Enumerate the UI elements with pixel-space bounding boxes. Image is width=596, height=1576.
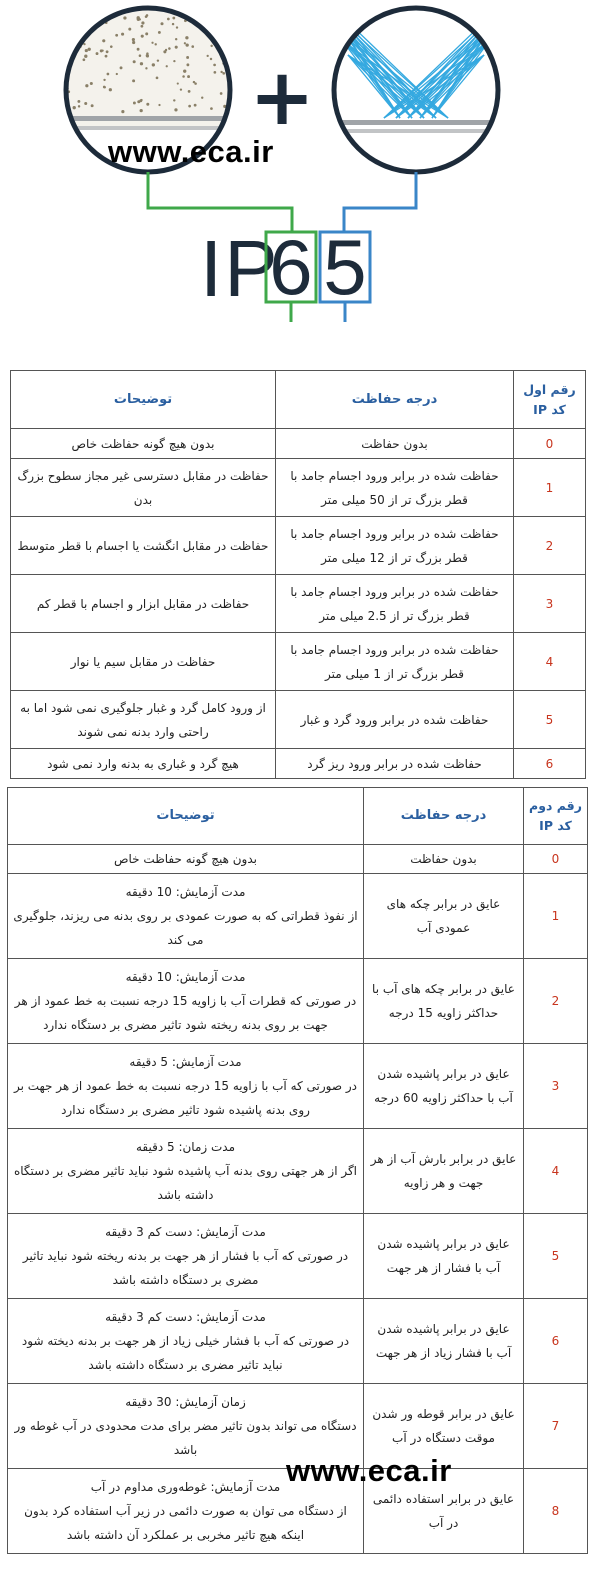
row-description [8, 959, 364, 1044]
dust-particle [155, 43, 157, 45]
row-description [8, 1044, 364, 1129]
header-description: توضیحات [11, 371, 276, 429]
dust-particle [78, 105, 80, 107]
header-digit: رقم دوم کد IP [524, 788, 588, 845]
row-duration: مدت آزمایش: دست کم 3 دقیقه [105, 1310, 266, 1324]
dust-particle [183, 70, 186, 73]
row-description-text: دستگاه می تواند بدون تاثیر مضر برای مدت محدودی در آب غوطه ور باشد [14, 1419, 357, 1457]
dust-particle [221, 42, 224, 45]
row-description [8, 874, 364, 959]
dust-particle [110, 45, 113, 48]
dust-particle [172, 23, 174, 25]
dust-particle [141, 21, 144, 24]
row-description: حفاظت در مقابل انگشت یا اجسام با قطر متوسط [11, 517, 276, 575]
row-description-text: بدون هیچ گونه حفاظت خاص [114, 852, 257, 866]
dust-particle [146, 55, 149, 58]
dust-particle [140, 25, 143, 28]
row-degree: حفاظت شده در برابر ورود اجسام جامد با قطر بزرگ تر از 1 میلی متر [276, 633, 514, 691]
dust-particle [186, 43, 189, 46]
row-digit: 2 [524, 959, 588, 1044]
dust-particle [167, 18, 170, 21]
dust-particle [160, 22, 163, 25]
dust-particle [69, 42, 72, 45]
dust-particle [207, 55, 209, 57]
row-degree: عایق در برابر پاشیده شدن آب با فشار زیاد از هر جهت [364, 1299, 524, 1384]
plus-sign: + [249, 53, 315, 143]
dust-particle [213, 64, 216, 67]
ip65-illustration [0, 0, 596, 340]
dust-particle [92, 9, 95, 12]
row-degree: عایق در برابر استفاده دائمی در آب [364, 1469, 524, 1554]
dust-particle [172, 17, 175, 20]
dust-particle [137, 48, 140, 51]
dust-particle [175, 46, 178, 49]
dust-particle [158, 31, 161, 34]
dust-particle [101, 49, 103, 51]
dust-particle [73, 106, 76, 109]
table-row [11, 691, 586, 749]
dust-particle [186, 63, 189, 66]
dust-particle [210, 58, 212, 60]
dust-particle [78, 11, 81, 14]
row-duration: مدت آزمایش: 10 دقیقه [125, 970, 246, 984]
dust-particle [85, 49, 88, 52]
dust-particle [132, 41, 135, 44]
row-digit: 5 [514, 691, 586, 749]
table-header-row [8, 788, 588, 845]
dust-particle [91, 104, 94, 107]
row-digit: 3 [514, 575, 586, 633]
row-digit: 4 [514, 633, 586, 691]
dust-particle [212, 20, 215, 23]
dust-particle [210, 45, 212, 47]
dust-particle [87, 26, 89, 28]
row-degree: حفاظت شده در برابر ورود اجسام جامد با قطر بزرگ تر از 50 میلی متر [276, 459, 514, 517]
row-description [8, 1299, 364, 1384]
row-description-text: در صورتی که آب با فشار خیلی زیاد از هر جهت بر بدنه دیخته شود نباید تاثیر مضری بر دستگاه داشته باشد [21, 1334, 350, 1372]
dust-particle [145, 32, 148, 35]
row-degree: عایق در برابر پاشیده شدن آب با حداکثر زاویه 60 درجه [364, 1044, 524, 1129]
dust-particle [175, 38, 177, 40]
dust-particle [128, 28, 131, 31]
dust-particle [102, 39, 105, 42]
dust-particle [158, 104, 160, 106]
row-digit: 5 [524, 1214, 588, 1299]
row-digit: 6 [514, 749, 586, 779]
ip-label: IP [200, 224, 280, 313]
watermark-top: www.eca.ir [108, 134, 274, 169]
dust-particle [132, 79, 135, 82]
row-digit: 7 [524, 1384, 588, 1469]
row-digit: 3 [524, 1044, 588, 1129]
row-degree: عایق در برابر بارش آب از هر جهت و هر زاویه [364, 1129, 524, 1214]
dust-particle [65, 59, 68, 62]
dust-particle [176, 26, 178, 28]
dust-particle [184, 42, 186, 44]
dust-particle [222, 72, 225, 75]
dust-particle [140, 109, 143, 112]
row-description [8, 1129, 364, 1214]
row-digit: 8 [524, 1469, 588, 1554]
row-description-text: از نفوذ قطراتی که به صورت عمودی بر روی بدنه می ریزند، جلوگیری می کند [13, 909, 358, 947]
table-row [11, 517, 586, 575]
row-duration: مدت آزمایش: 10 دقیقه [125, 885, 246, 899]
row-digit: 0 [524, 845, 588, 874]
row-degree: عایق در برابر چکه های عمودی آب [364, 874, 524, 959]
dust-particle [111, 9, 114, 12]
dust-particle [133, 60, 136, 63]
dust-particle [226, 55, 228, 57]
row-duration: مدت آزمایش: غوطه‌وری مداوم در آب [90, 1480, 281, 1494]
dust-particle [185, 36, 188, 39]
dust-particle [187, 75, 190, 78]
ip-digit2: 5 [323, 223, 367, 311]
row-description-text: در صورتی که آب با فشار از هر جهت بر بدنه ریخته شود نباید تاثیر مضری بر دستگاه داشته باشد [22, 1249, 349, 1287]
dust-particle [106, 50, 109, 53]
row-digit: 6 [524, 1299, 588, 1384]
table-row [11, 459, 586, 517]
row-duration: مدت آزمایش: دست کم 3 دقیقه [105, 1225, 266, 1239]
dust-particle [165, 49, 167, 51]
dust-particle [109, 88, 112, 91]
dust-particle [88, 48, 91, 51]
dust-particle [123, 16, 126, 19]
row-degree: حفاظت شده در برابر ورود گرد و غبار [276, 691, 514, 749]
table-row [8, 1129, 588, 1214]
dust-particle [151, 42, 153, 44]
dust-particle [156, 77, 159, 80]
dust-particle [116, 73, 118, 75]
first-digit-table [10, 370, 586, 779]
dust-particle [168, 47, 171, 50]
dust-particle [85, 84, 88, 87]
dust-particle [84, 102, 87, 105]
row-degree: حفاظت شده در برابر ورود ریز گرد [276, 749, 514, 779]
table-row [8, 1214, 588, 1299]
row-degree: عایق در برابر قوطه ور شدن موقت دستگاه در آب [364, 1384, 524, 1469]
row-digit: 4 [524, 1129, 588, 1214]
table-row [8, 1044, 588, 1129]
header-degree: درجه حفاظت [276, 371, 514, 429]
dust-particle [146, 103, 149, 106]
row-description-text: در صورتی که قطرات آب با زاویه 15 درجه نسبت به خط عمود از هر جهت بر روی بدنه ریخته شود تاثیر مضری بر دستگاه ندارد [14, 994, 357, 1032]
table-row [11, 575, 586, 633]
second-digit-table [7, 787, 588, 1554]
dust-particle [121, 33, 124, 36]
dust-particle [145, 15, 148, 18]
dust-particle [140, 62, 143, 65]
dust-particle [107, 73, 110, 76]
row-degree: حفاظت شده در برابر ورود اجسام جامد با قطر بزرگ تر از 12 میلی متر [276, 517, 514, 575]
water-spray-circle-icon [325, 0, 510, 172]
dust-particle [214, 71, 217, 74]
header-description: توضیحات [8, 788, 364, 845]
ip-digit1: 6 [269, 223, 313, 311]
dust-particle [132, 38, 135, 41]
row-description: حفاظت در مقابل سیم یا نوار [11, 633, 276, 691]
dust-particle [103, 86, 106, 89]
dust-particle [90, 82, 93, 85]
row-description: از ورود کامل گرد و غبار جلوگیری نمی شود اما به راحتی وارد بدنه نمی شوند [11, 691, 276, 749]
dust-particle [194, 104, 197, 107]
row-degree: حفاظت شده در برابر ورود اجسام جامد با قطر بزرگ تر از 2.5 میلی متر [276, 575, 514, 633]
dust-particle [173, 99, 175, 101]
header-digit: رقم اول کد IP [514, 371, 586, 429]
dust-particle [83, 58, 86, 61]
dust-particle [121, 110, 124, 113]
row-degree: بدون حفاظت [364, 845, 524, 874]
dust-particle [191, 45, 194, 48]
header-degree: درجه حفاظت [364, 788, 524, 845]
dust-particle [173, 60, 175, 62]
row-description: هیچ گرد و غباری به بدنه وارد نمی شود [11, 749, 276, 779]
dust-particle [139, 54, 142, 57]
table-row [8, 959, 588, 1044]
dust-particle [120, 66, 123, 69]
table-row [8, 1299, 588, 1384]
table-header-row [11, 371, 586, 429]
row-description: بدون هیچ گونه حفاظت خاص [11, 429, 276, 459]
dust-particle [78, 16, 80, 18]
dust-particle [137, 16, 140, 19]
table-row [8, 845, 588, 874]
dust-particle [140, 99, 142, 101]
row-duration: مدت زمان: 5 دقیقه [135, 1140, 236, 1154]
dust-particle [157, 59, 159, 61]
row-description: حفاظت در مقابل دسترسی غیر مجاز سطوح بزرگ بدن [11, 459, 276, 517]
dust-particle [210, 107, 213, 110]
dust-particle [115, 34, 118, 37]
dust-particle [180, 88, 182, 90]
dust-particle [188, 90, 191, 93]
dust-particle [220, 71, 222, 73]
row-duration: مدت آزمایش: 5 دقیقه [129, 1055, 242, 1069]
dust-particle [79, 26, 82, 29]
dust-particle [177, 82, 179, 84]
table-row [11, 749, 586, 779]
dust-particle [145, 67, 147, 69]
dust-particle [133, 102, 136, 105]
watermark-bottom: www.eca.ir [286, 1453, 452, 1488]
row-duration: زمان آزمایش: 30 دقیقه [125, 1395, 246, 1409]
dust-particle [137, 100, 140, 103]
row-degree: عایق در برابر چکه های آب با حداکثر زاویه 15 درجه [364, 959, 524, 1044]
dust-particle [141, 35, 144, 38]
row-description [8, 1214, 364, 1299]
row-digit: 1 [514, 459, 586, 517]
row-description: حفاظت در مقابل ابزار و اجسام با قطر کم [11, 575, 276, 633]
dust-particle [79, 31, 81, 33]
table-row [11, 429, 586, 459]
row-digit: 0 [514, 429, 586, 459]
dust-particle [152, 63, 155, 66]
row-description-text: اگر از هر جهتی روی بدنه آب پاشیده شود نباید تاثیر مضری بر دستگاه داشته باشد [13, 1164, 358, 1202]
table-row [8, 874, 588, 959]
dust-particle [105, 55, 108, 58]
dust-particle [174, 108, 177, 111]
row-digit: 2 [514, 517, 586, 575]
row-description-text: از دستگاه می توان به صورت دائمی در زیر آب استفاده کرد بدون اینکه هیچ تاثیر مخربی بر عملکرد آن داشته باشد [24, 1504, 347, 1542]
dust-particle [220, 92, 223, 95]
dust-particle [83, 43, 85, 45]
row-degree: بدون حفاظت [276, 429, 514, 459]
dust-particle [103, 79, 105, 81]
row-description-text: در صورتی که آب با زاویه 15 درجه نسبت به خط عمود از هر جهت بر روی بدنه پاشیده شود تاثیر مضری بر دستگاه ندارد [13, 1079, 358, 1117]
dust-particle [66, 46, 69, 49]
dust-particle [182, 75, 185, 78]
table-row [11, 633, 586, 691]
dust-particle [84, 55, 87, 58]
dust-particle [96, 52, 99, 55]
row-digit: 1 [524, 874, 588, 959]
dust-particle [201, 97, 203, 99]
row-description [8, 845, 364, 874]
dust-particle [188, 105, 191, 108]
dust-particle [146, 52, 148, 54]
dust-particle [77, 100, 80, 103]
row-degree: عایق در برابر پاشیده شدن آب با فشار از هر جهت [364, 1214, 524, 1299]
dust-particle [193, 81, 195, 83]
dust-particle [74, 35, 77, 38]
dust-particle [88, 24, 91, 27]
dust-particle [166, 65, 168, 67]
dust-particle [186, 56, 189, 59]
